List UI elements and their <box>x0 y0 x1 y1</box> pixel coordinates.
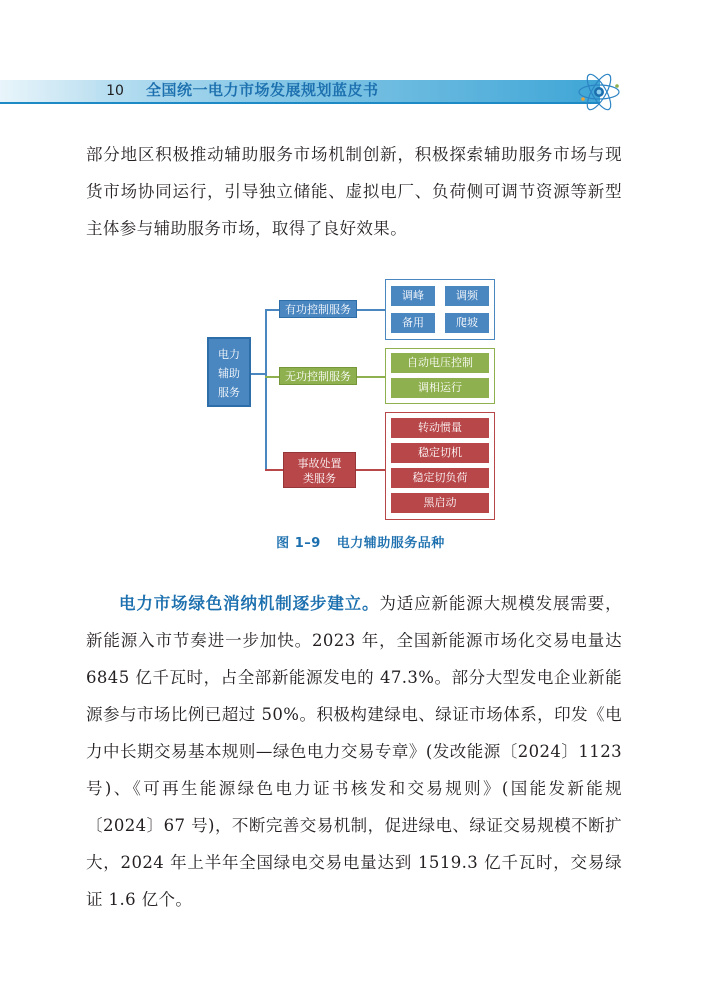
book-title: 全国统一电力市场发展规划蓝皮书 <box>146 81 379 99</box>
category-emergency <box>283 452 356 488</box>
service-item: 调峰 <box>391 286 435 306</box>
header-rule <box>0 102 600 104</box>
atom-icon <box>575 72 623 112</box>
paragraph-lead: 电力市场绿色消纳机制逐步建立。 <box>119 594 380 613</box>
connector <box>265 376 279 378</box>
connector <box>265 469 283 471</box>
service-item: 转动惯量 <box>391 418 489 438</box>
root-line: 辅助 <box>218 367 240 380</box>
service-item: 爬坡 <box>445 313 489 333</box>
connector <box>265 309 267 470</box>
root-line: 服务 <box>218 386 240 399</box>
figure-number: 图 1–9 <box>276 536 321 551</box>
service-item: 调频 <box>445 286 489 306</box>
category-line: 事故处置 <box>297 457 342 470</box>
figure-caption <box>0 532 721 551</box>
figure-title: 电力辅助服务品种 <box>336 536 445 551</box>
connector <box>251 373 265 375</box>
service-item: 备用 <box>391 313 435 333</box>
header-band-accent <box>0 80 96 102</box>
category-active-power: 有功控制服务 <box>279 300 357 318</box>
service-item: 稳定切负荷 <box>391 468 489 488</box>
service-item: 稳定切机 <box>391 443 489 463</box>
connector <box>265 309 279 311</box>
connector <box>357 376 385 378</box>
body-paragraph <box>86 585 622 918</box>
service-item: 自动电压控制 <box>391 353 489 373</box>
root-line: 电力 <box>218 348 240 361</box>
service-item: 调相运行 <box>391 378 489 398</box>
page-number: 10 <box>106 83 124 99</box>
category-line: 类服务 <box>303 472 336 485</box>
diagram-root <box>207 337 251 407</box>
category-reactive-power: 无功控制服务 <box>279 367 357 385</box>
service-item: 黑启动 <box>391 493 489 513</box>
body-paragraph: 部分地区积极推动辅助服务市场机制创新，积极探索辅助服务市场与现货市场协同运行，引导独立储能、虚拟电厂、负荷侧可调节资源等新型主体参与辅助服务市场，取得了良好效果。 <box>86 145 622 238</box>
connector <box>357 309 385 311</box>
paragraph-body: 为适应新能源大规模发展需要，新能源入市节奏进一步加快。2023 年，全国新能源市场化交易电量达 6845 亿千瓦时，占全部新能源发电的 47.3%。部分大型发电企业新能源参与市场比例已超过 50%。积极构建绿电、绿证市场体系，印发《电力中长期交易基本规则—绿色电力交易专章》(发改能源〔2024〕1123 号)、《可再生能源绿色电力证书核发和交易规则》(国能发新能规〔2024〕67 号)，不断完善交易机制，促进绿电、绿证交易规模不断扩大，2024 年上半年全国绿电交易电量达到 1519.3 亿千瓦时，交易绿证 1.6 亿个。 <box>86 594 622 909</box>
connector <box>356 469 385 471</box>
